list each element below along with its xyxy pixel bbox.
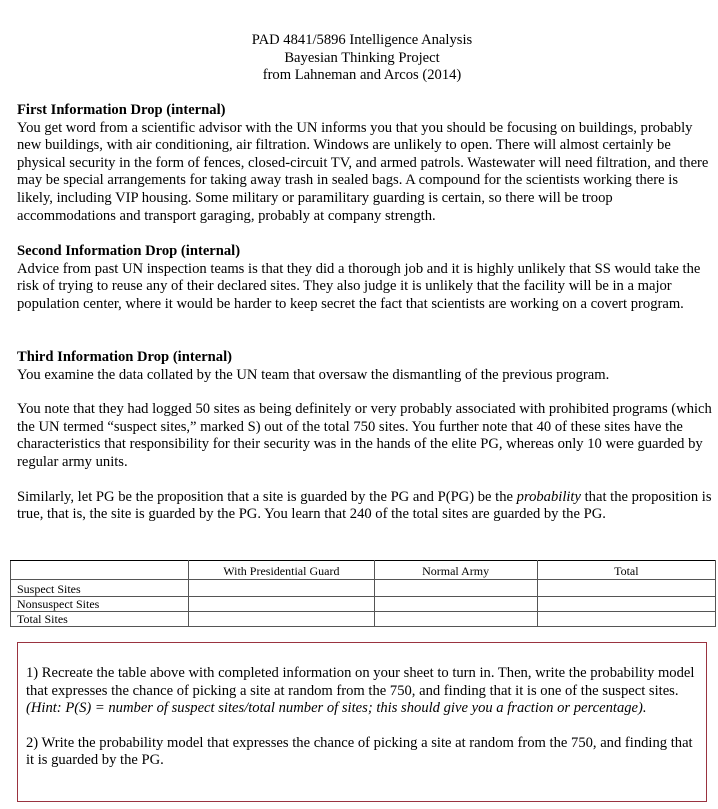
column-header: Normal Army bbox=[374, 561, 537, 580]
column-header: With Presidential Guard bbox=[189, 561, 374, 580]
row-header: Total Sites bbox=[11, 612, 189, 627]
second-information-drop bbox=[17, 243, 713, 313]
emphasized-text: probability bbox=[516, 488, 581, 505]
table-cell bbox=[189, 597, 374, 612]
section-paragraph-3 bbox=[17, 489, 713, 524]
column-header: Total bbox=[537, 561, 715, 580]
table-row bbox=[11, 580, 716, 597]
section-heading: First Information Drop (internal) bbox=[17, 102, 226, 118]
paragraph-text: Similarly, let PG be the proposition that a site is guarded by the PG and P(PG) be the bbox=[17, 488, 517, 505]
table-cell bbox=[374, 612, 537, 627]
section-paragraph-1: You examine the data collated by the UN team that oversaw the dismantling of the previous program. bbox=[17, 366, 610, 383]
question-text: 1) Recreate the table above with completed information on your sheet to turn in. Then, write the probability model that expresses the chance of picking a site at random from the 750, and finding that it is one of the suspect sites. bbox=[26, 665, 695, 699]
table-row bbox=[11, 612, 716, 627]
table-cell bbox=[537, 597, 715, 612]
table-cell bbox=[189, 580, 374, 597]
row-header: Suspect Sites bbox=[11, 580, 189, 597]
table-cell bbox=[374, 597, 537, 612]
table-cell bbox=[537, 612, 715, 627]
table-cell bbox=[537, 580, 715, 597]
table-header-row bbox=[11, 561, 716, 580]
first-information-drop bbox=[17, 102, 713, 225]
table-row bbox=[11, 597, 716, 612]
section-body: Advice from past UN inspection teams is that they did a thorough job and it is highly unlikely that SS would take the risk of trying to reuse any of their declared sites. They also judge it is unlikely that the facility will be in a major population center, where it would be harder to keep secret the fact that scientists are working on a covert program. bbox=[17, 260, 701, 312]
row-header: Nonsuspect Sites bbox=[11, 597, 189, 612]
table-cell bbox=[374, 580, 537, 597]
section-body: You get word from a scientific advisor with the UN informs you that you should be focusing on buildings, probably new buildings, with air conditioning, air filtration. Windows are unlikely to open. There will almost certainly be physical security in the form of fences, closed-circuit TV, and armed patrols. Wastewater will need filtration, and there may be special arrangements for taking away trash in sealed bags. A compound for the scientists working there is likely, including VIP housing. Some military or paramilitary guarding is certain, so there will be troop accommodations and transport garaging, probably at company strength. bbox=[17, 119, 709, 224]
project-title: Bayesian Thinking Project bbox=[284, 49, 440, 66]
section-heading: Second Information Drop (internal) bbox=[17, 243, 241, 259]
question-hint: (Hint: P(S) = number of suspect sites/total number of sites; this should give you a fraction or percentage). bbox=[26, 700, 647, 717]
course-title: PAD 4841/5896 Intelligence Analysis bbox=[251, 32, 473, 48]
question-2: 2) Write the probability model that expresses the chance of picking a site at random from the 750, and finding that it is guarded by the PG. bbox=[26, 734, 693, 769]
questions-box bbox=[17, 642, 707, 802]
third-information-drop bbox=[17, 349, 713, 524]
table-corner-cell bbox=[11, 561, 189, 580]
question-1 bbox=[26, 665, 698, 718]
table-cell bbox=[189, 612, 374, 627]
paragraph-text: that the proposition is true, that is, the site is guarded by the PG. You learn that 240 of the total sites are guarded by the PG. bbox=[17, 488, 712, 523]
document-header bbox=[0, 32, 718, 85]
section-paragraph-2: You note that they had logged 50 sites as being definitely or very probably associated with prohibited programs (which the UN termed “suspect sites,” marked S) out of the total 750 sites. You further note that 40 of these sites have the characteristics that responsibility for their security was in the hands of the elite PG, whereas only 10 were guarded by regular army units. bbox=[17, 401, 712, 470]
section-heading: Third Information Drop (internal) bbox=[17, 349, 232, 365]
source-citation: from Lahneman and Arcos (2014) bbox=[262, 67, 462, 83]
sites-table bbox=[10, 560, 716, 627]
